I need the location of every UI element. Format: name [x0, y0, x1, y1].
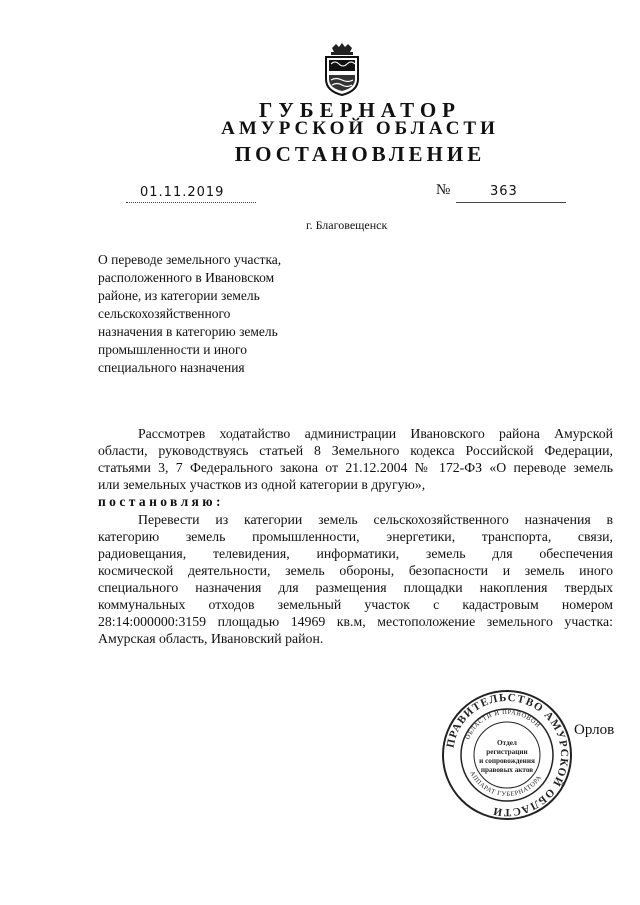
city-name: г. Благовещенск: [306, 218, 388, 232]
body-line: радиовещания, телевидения, информатики, земель для обеспечения: [98, 546, 613, 561]
title-line: специального назначения: [98, 360, 245, 375]
body-line: Перевести из категории земель сельскохозяйственного назначения в: [138, 512, 613, 527]
body-line: статьями 3, 7 Федерального закона от 21.12.2004 № 172-ФЗ «О переводе земель: [98, 460, 613, 475]
seal-center-line: регистрации: [486, 748, 528, 756]
body-line: Амурская область, Ивановский район.: [98, 631, 324, 646]
seal-center-line: Отдел: [497, 739, 517, 747]
header-governor: ГУБЕРНАТОР: [258, 98, 462, 122]
body-line: или земельных участков из одной категории в другую»,: [98, 477, 426, 492]
document-date: 01.11.2019: [140, 185, 225, 200]
seal-ring-text: ПРАВИТЕЛЬСТВО АМУРСКОЙ ОБЛАСТИ: [444, 691, 571, 819]
title-line: промышленности и иного: [98, 342, 247, 357]
seal-inner-ring-bottom: АППАРАТ ГУБЕРНАТОРА: [468, 770, 544, 799]
title-line: расположенного в Ивановском: [98, 270, 275, 285]
title-line: назначения в категорию земель: [98, 324, 278, 339]
title-line: сельскохозяйственного: [98, 306, 231, 321]
document-type-title: ПОСТАНОВЛЕНИЕ: [234, 142, 486, 166]
title-line: районе, из категории земель: [98, 288, 260, 303]
coat-of-arms-emblem: [318, 42, 366, 98]
date-underline: [126, 202, 256, 203]
seal-inner-ring-text: ОБЛАСТИ И ПРАВОВОЙ: [464, 708, 542, 741]
resolution-word: постановляю:: [98, 494, 224, 509]
seal-center-line: и сопровождения: [479, 757, 535, 765]
document-number: 363: [490, 184, 518, 199]
header-region: АМУРСКОЙ ОБЛАСТИ: [221, 118, 499, 139]
body-line: 28:14:000000:3159 площадью 14969 кв.м, местоположение земельного участка:: [98, 614, 613, 629]
official-seal-stamp: [440, 688, 574, 822]
body-line: специального назначения для размещения площадки накопления твердых: [98, 580, 613, 595]
number-sign: №: [436, 182, 451, 198]
body-line: коммунальных отходов земельный участок с кадастровым номером: [98, 597, 613, 612]
number-underline: [456, 202, 566, 203]
title-line: О переводе земельного участка,: [98, 252, 282, 267]
body-line: категорию земель промышленности, энергетики, транспорта, связи,: [98, 529, 613, 544]
body-line: космической деятельности, земель обороны, безопасности и земель иного: [98, 563, 613, 578]
signer-name: Орлов: [574, 722, 615, 738]
seal-center-line: правовых актов: [480, 766, 534, 774]
body-line: Рассмотрев ходатайство администрации Ивановского района Амурской: [138, 426, 613, 441]
body-line: области, руководствуясь статьей 8 Земельного кодекса Российской Федерации,: [98, 443, 613, 458]
